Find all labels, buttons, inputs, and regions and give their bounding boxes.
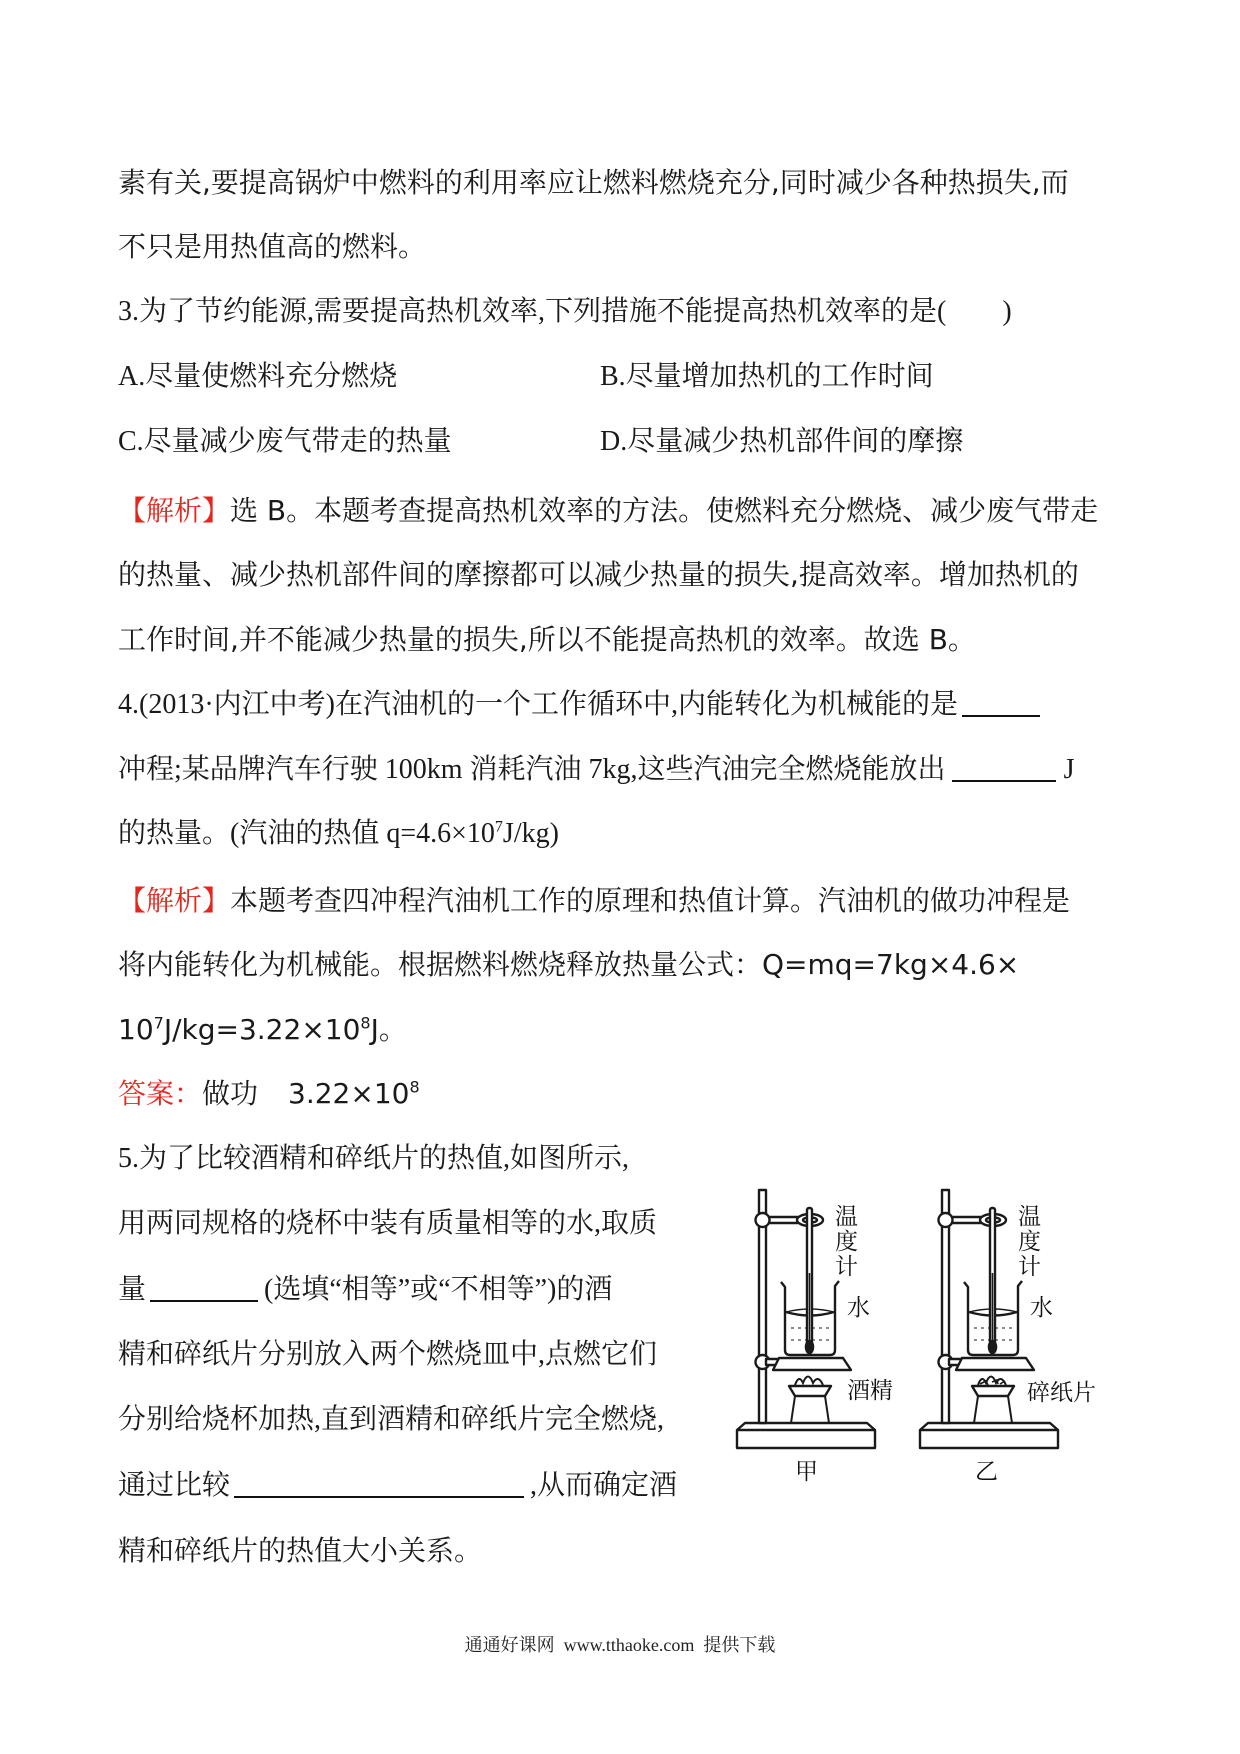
- q5-line-5: 分别给烧杯加热,直到酒精和碎纸片完全燃烧,: [118, 1404, 665, 1435]
- formula-part: J/kg=3.22×10: [163, 1013, 361, 1046]
- continuation-line-1: 素有关,要提高锅炉中燃料的利用率应让燃料燃烧充分,同时减少各种热损失,而: [118, 166, 1069, 199]
- q3-stem: [118, 294, 1012, 330]
- q4-unit: J: [1063, 754, 1075, 785]
- q5-line-7: 精和碎纸片的热值大小关系。: [118, 1536, 483, 1567]
- q3-analysis-line-2: 的热量、减少热机部件间的摩擦都可以减少热量的损失,提高效率。增加热机的: [118, 558, 1079, 591]
- q4-analysis-line-2: 将内能转化为机械能。根据燃料燃烧释放热量公式：Q=mq=7kg×4.6×: [118, 948, 1020, 981]
- answer-part-2: 3.22×10: [288, 1077, 410, 1110]
- q4-line-2: [118, 752, 1074, 788]
- q5-line-3-pre: 量: [118, 1274, 147, 1305]
- q4-line-3: [118, 816, 559, 852]
- footer-source: 通通好课网 www.tthaoke.com 提供下载: [464, 1635, 776, 1655]
- q3-stem-text: 3.为了节约能源,需要提高热机效率,下列措施不能提高热机效率的是(: [118, 296, 947, 327]
- q4-exponent: 7: [494, 818, 503, 836]
- label-water-left: 水: [847, 1295, 870, 1321]
- formula-part: 10: [118, 1013, 154, 1046]
- q3-analysis-text: 选 B。本题考查提高热机效率的方法。使燃料充分燃烧、减少废气带走: [230, 494, 1099, 527]
- label-thermometer-left: 温度计: [831, 1204, 857, 1279]
- q5-blank-1[interactable]: [150, 1274, 258, 1302]
- q4-analysis-text: 本题考查四冲程汽油机工作的原理和热值计算。汽油机的做功冲程是: [230, 884, 1071, 917]
- formula-exponent: 7: [153, 1013, 164, 1033]
- q3-option-a: A.尽量使燃料充分燃烧: [118, 361, 398, 392]
- q4-line-1-text: 4.(2013·内江中考)在汽油机的一个工作循环中,内能转化为机械能的是: [118, 689, 958, 720]
- q5-line-6-post: ,从而确定酒: [530, 1470, 678, 1501]
- q5-line-4: 精和碎纸片分别放入两个燃烧皿中,点燃它们: [118, 1339, 658, 1370]
- q5-blank-2[interactable]: [234, 1470, 524, 1498]
- label-thermometer-right: 温度计: [1014, 1204, 1040, 1279]
- answer-exponent: 8: [409, 1077, 420, 1097]
- caption-right: 乙: [975, 1459, 998, 1485]
- caption-left: 甲: [795, 1459, 818, 1485]
- q4-line-3-text: 的热量。(汽油的热值 q=4.6×10: [118, 818, 495, 849]
- label-fuel-left: 酒精: [847, 1378, 893, 1404]
- label-fuel-right: 碎纸片: [1027, 1380, 1096, 1406]
- q5-line-3-post: (选填“相等”或“不相等”)的酒: [264, 1274, 613, 1305]
- apparatus-drawing: [735, 1178, 1115, 1498]
- q5-line-1: 5.为了比较酒精和碎纸片的热值,如图所示,: [118, 1143, 630, 1174]
- answer-tag: 答案：: [118, 1077, 203, 1110]
- q3-option-b: B.尽量增加热机的工作时间: [600, 361, 934, 392]
- q5-line-3: [118, 1272, 612, 1308]
- q4-analysis-line-1: [118, 883, 1070, 919]
- continuation-line-2: 不只是用热值高的燃料。: [118, 230, 427, 263]
- q3-analysis-line-3: 工作时间,并不能减少热量的损失,所以不能提高热机的效率。故选 B。: [118, 623, 976, 656]
- q3-option-c: C.尽量减少废气带走的热量: [118, 426, 452, 457]
- formula-exponent: 8: [360, 1013, 371, 1033]
- q4-line-1: [118, 687, 1040, 723]
- label-water-right: 水: [1030, 1295, 1053, 1321]
- q5-line-6: [118, 1468, 677, 1504]
- q3-analysis-line-1: [118, 493, 1098, 529]
- q4-answer: [118, 1076, 420, 1112]
- q4-analysis-line-3: [118, 1012, 407, 1048]
- analysis-tag: 【解析】: [118, 884, 231, 917]
- q4-blank-2[interactable]: [952, 754, 1056, 782]
- q3-option-d: D.尽量减少热机部件间的摩擦: [600, 426, 964, 457]
- q3-stem-close: ): [1002, 296, 1012, 327]
- answer-part-1: 做功: [202, 1077, 259, 1110]
- q4-line-3-unit: J/kg): [502, 818, 559, 849]
- q4-line-2-text: 冲程;某品牌汽车行驶 100km 消耗汽油 7kg,这些汽油完全燃烧能放出: [118, 754, 946, 785]
- analysis-tag: 【解析】: [118, 494, 231, 527]
- q5-line-2: 用两同规格的烧杯中装有质量相等的水,取质: [118, 1208, 658, 1239]
- formula-part: J。: [370, 1013, 407, 1046]
- q4-blank-1[interactable]: [962, 689, 1040, 717]
- q5-line-6-pre: 通过比较: [118, 1470, 231, 1501]
- experiment-figure: [735, 1178, 1115, 1498]
- flame-icon: [795, 1377, 823, 1386]
